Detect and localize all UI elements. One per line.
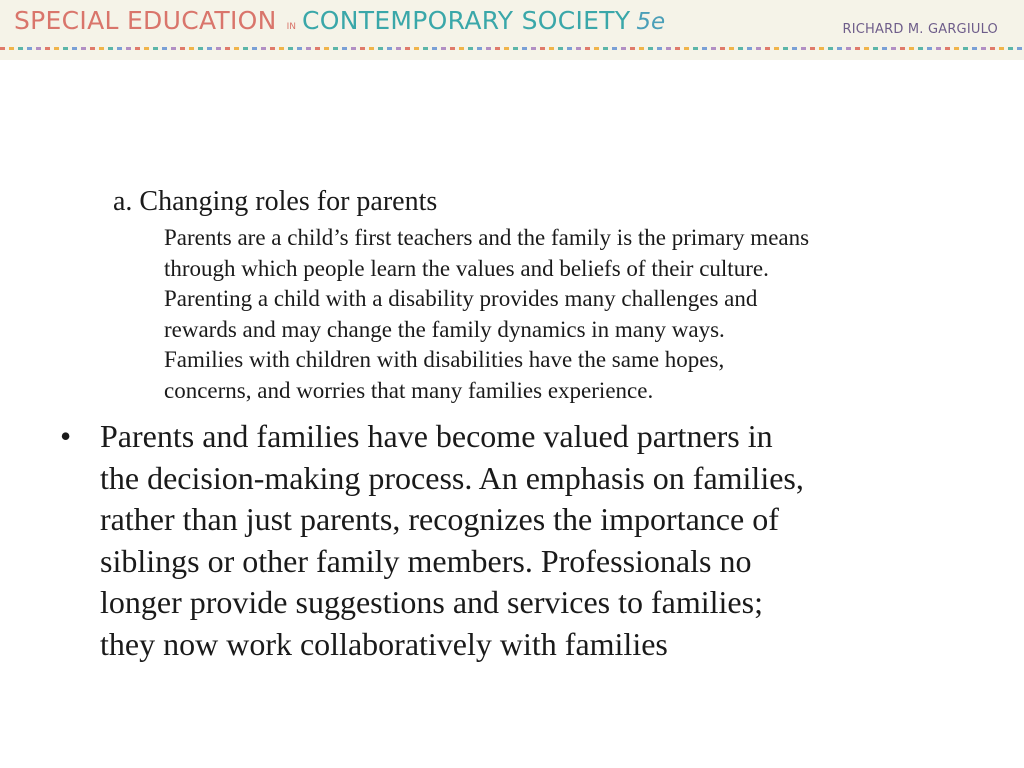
- book-title-part2: CONTEMPORARY SOCIETY: [302, 6, 631, 35]
- sub-paragraph-line: concerns, and worries that many families experience.: [164, 377, 654, 403]
- header-banner: [0, 0, 1024, 60]
- bullet-line: they now work collaboratively with families: [100, 625, 668, 662]
- book-edition: 5e: [636, 9, 666, 35]
- book-title: [14, 6, 665, 40]
- bullet-line: Parents and families have become valued partners in: [100, 418, 773, 454]
- bullet-icon: •: [60, 418, 72, 454]
- sub-paragraph: [164, 223, 984, 407]
- bullet-line: the decision-making process. An emphasis on families,: [100, 459, 804, 496]
- bullet-text: [100, 416, 804, 665]
- bullet-line: longer provide suggestions and services to families;: [100, 584, 763, 620]
- bullet-line: rather than just parents, recognizes the importance of: [100, 501, 779, 537]
- bullet-line: siblings or other family members. Professionals no: [100, 542, 752, 579]
- author-name: RICHARD M. GARGIULO: [842, 22, 998, 37]
- book-title-connector: IN: [286, 22, 297, 32]
- sub-paragraph-line: rewards and may change the family dynamics in many ways.: [164, 316, 725, 342]
- dotted-divider: [0, 47, 1024, 50]
- sub-paragraph-line: Parents are a child’s first teachers and the family is the primary means: [164, 225, 810, 250]
- sub-heading: a. Changing roles for parents: [113, 186, 438, 217]
- sub-paragraph-line: Families with children with disabilities have the same hopes,: [164, 347, 725, 373]
- book-title-part1: SPECIAL EDUCATION: [14, 6, 277, 35]
- sub-paragraph-line: through which people learn the values and beliefs of their culture.: [164, 255, 769, 281]
- sub-paragraph-line: Parenting a child with a disability provides many challenges and: [164, 286, 758, 312]
